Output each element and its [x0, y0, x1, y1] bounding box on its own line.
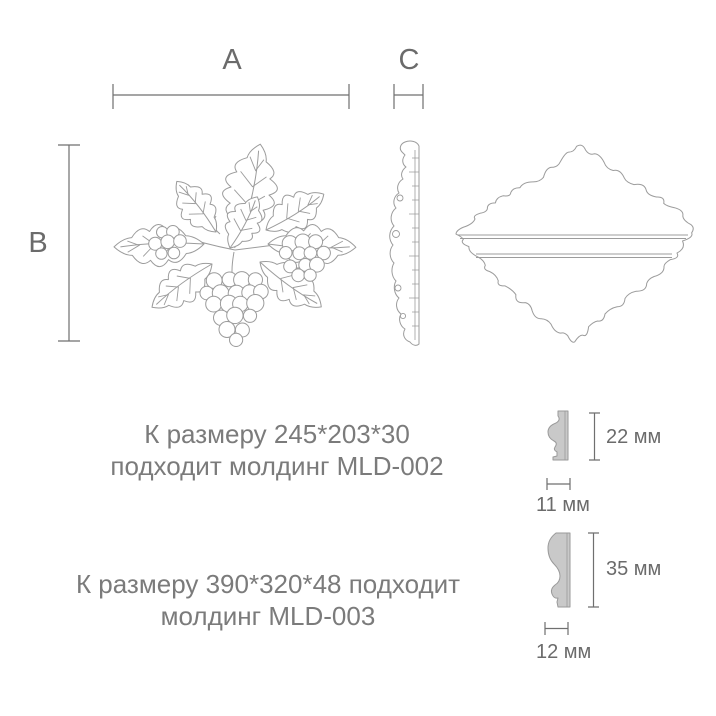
profile1-height-label: 22 мм	[606, 426, 662, 448]
note-mld-002	[62, 418, 492, 482]
profile2-height-label: 35 мм	[606, 558, 662, 580]
note-mld-002-line1: К размеру 245*203*30	[144, 419, 410, 449]
profile1-width-label: 11 мм	[536, 494, 590, 516]
profile2-width-label: 12 мм	[536, 641, 592, 663]
ornament-back-view	[448, 136, 698, 352]
note-mld-003-line1: К размеру 390*320*48 подходит	[75, 569, 461, 599]
molding-profile-mld-003	[546, 531, 572, 609]
dimension-label-b: B	[28, 227, 48, 259]
note-mld-003-line2: молдинг MLD-003	[160, 601, 376, 631]
ornament-front-view	[108, 136, 362, 354]
dimension-label-a: A	[222, 44, 242, 76]
molding-profile-mld-002	[545, 410, 571, 462]
ornament-side-view	[386, 138, 428, 350]
note-mld-003	[53, 568, 483, 632]
note-mld-002-line2: подходит молдинг MLD-002	[110, 451, 444, 481]
dimension-label-c: C	[398, 44, 420, 76]
